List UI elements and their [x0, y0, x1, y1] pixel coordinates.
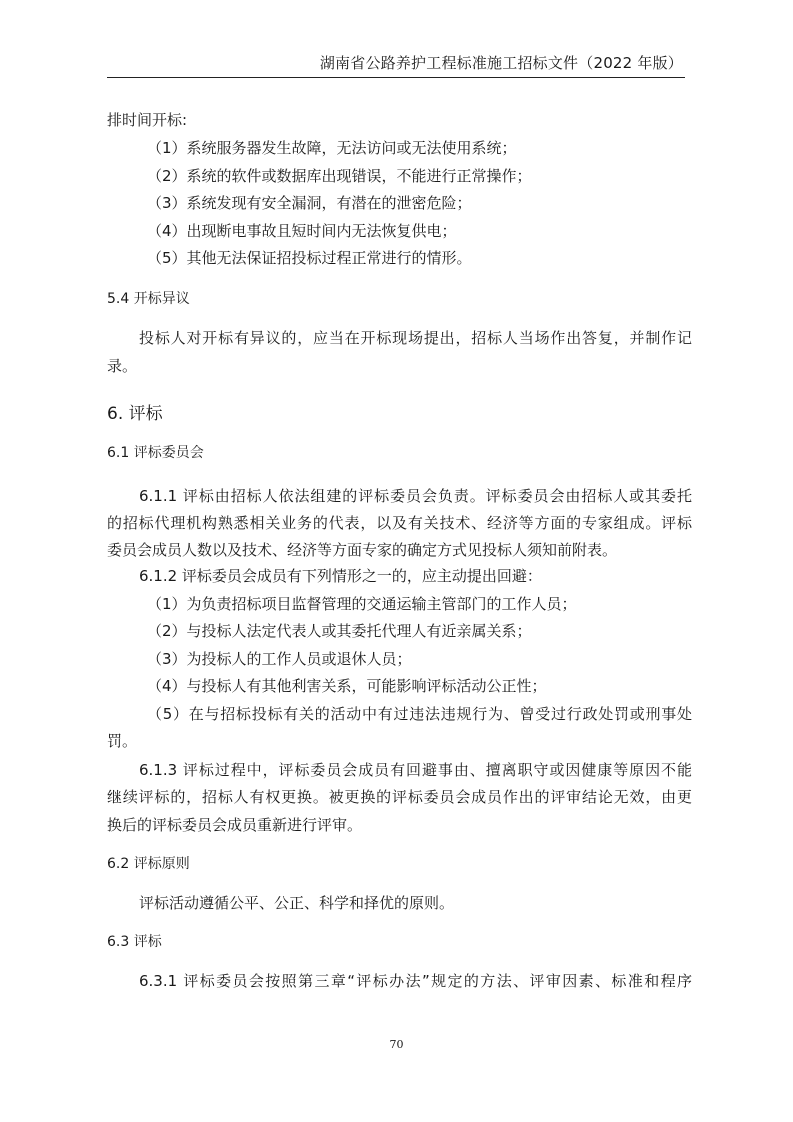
paragraph-line: 继续评标的，招标人有权更换。被更换的评标委员会成员作出的评审结论无效，由更: [107, 788, 692, 806]
list-item: （2）与投标人法定代表人或其委托代理人有近亲属关系；: [147, 622, 532, 640]
paragraph-line: 投标人对开标有异议的，应当在开标现场提出，招标人当场作出答复，并制作记: [139, 329, 692, 347]
paragraph-line: 换后的评标委员会成员重新进行评审。: [107, 816, 363, 834]
paragraph-line: 6.1.2 评标委员会成员有下列情形之一的，应主动提出回避：: [139, 567, 542, 585]
section-heading: 6.2 评标原则: [107, 856, 190, 872]
list-item: （4）与投标人有其他利害关系，可能影响评标活动公正性；: [147, 677, 547, 695]
paragraph-line: 6.3.1 评标委员会按照第三章“评标办法”规定的方法、评审因素、标准和程序: [139, 972, 692, 990]
list-item: （2）系统的软件或数据库出现错误，不能进行正常操作；: [147, 167, 532, 185]
header-title: 湖南省公路养护工程标准施工招标文件（2022 年版）: [319, 54, 683, 72]
section-heading: 6.1 评标委员会: [107, 445, 204, 461]
header-rule: [107, 77, 685, 78]
list-item: （3）系统发现有安全漏洞，有潜在的泄密危险；: [147, 194, 472, 212]
paragraph-line: 评标活动遵循公平、公正、科学和择优的原则。: [139, 894, 455, 912]
list-item: （3）为投标人的工作人员或退休人员；: [147, 650, 412, 668]
paragraph-line: 的招标代理机构熟悉相关业务的代表，以及有关技术、经济等方面的专家组成。评标: [107, 514, 692, 532]
paragraph-line: 委员会成员人数以及技术、经济等方面专家的确定方式见投标人须知前附表。: [107, 541, 618, 559]
page-number: 70: [389, 1038, 404, 1051]
paragraph-line: 罚。: [107, 732, 138, 750]
list-item: （5）在与招标投标有关的活动中有过违法违规行为、曾受过行政处罚或刑事处: [147, 705, 692, 723]
paragraph-line: 6.1.1 评标由招标人依法组建的评标委员会负责。评标委员会由招标人或其委托: [139, 487, 692, 505]
section-heading: 6.3 评标: [107, 934, 162, 950]
list-item: （1）系统服务器发生故障，无法访问或无法使用系统；: [147, 139, 517, 157]
paragraph-line: 录。: [107, 357, 138, 375]
paragraph-line: 排时间开标:: [107, 111, 188, 129]
chapter-heading: 6. 评标: [107, 404, 163, 424]
list-item: （5）其他无法保证招投标过程正常进行的情形。: [147, 249, 472, 267]
paragraph-line: 6.1.3 评标过程中，评标委员会成员有回避事由、擅离职守或因健康等原因不能: [139, 761, 692, 779]
list-item: （4）出现断电事故且短时间内无法恢复供电；: [147, 222, 457, 240]
section-heading: 5.4 开标异议: [107, 291, 190, 307]
list-item: （1）为负责招标项目监督管理的交通运输主管部门的工作人员；: [147, 595, 577, 613]
